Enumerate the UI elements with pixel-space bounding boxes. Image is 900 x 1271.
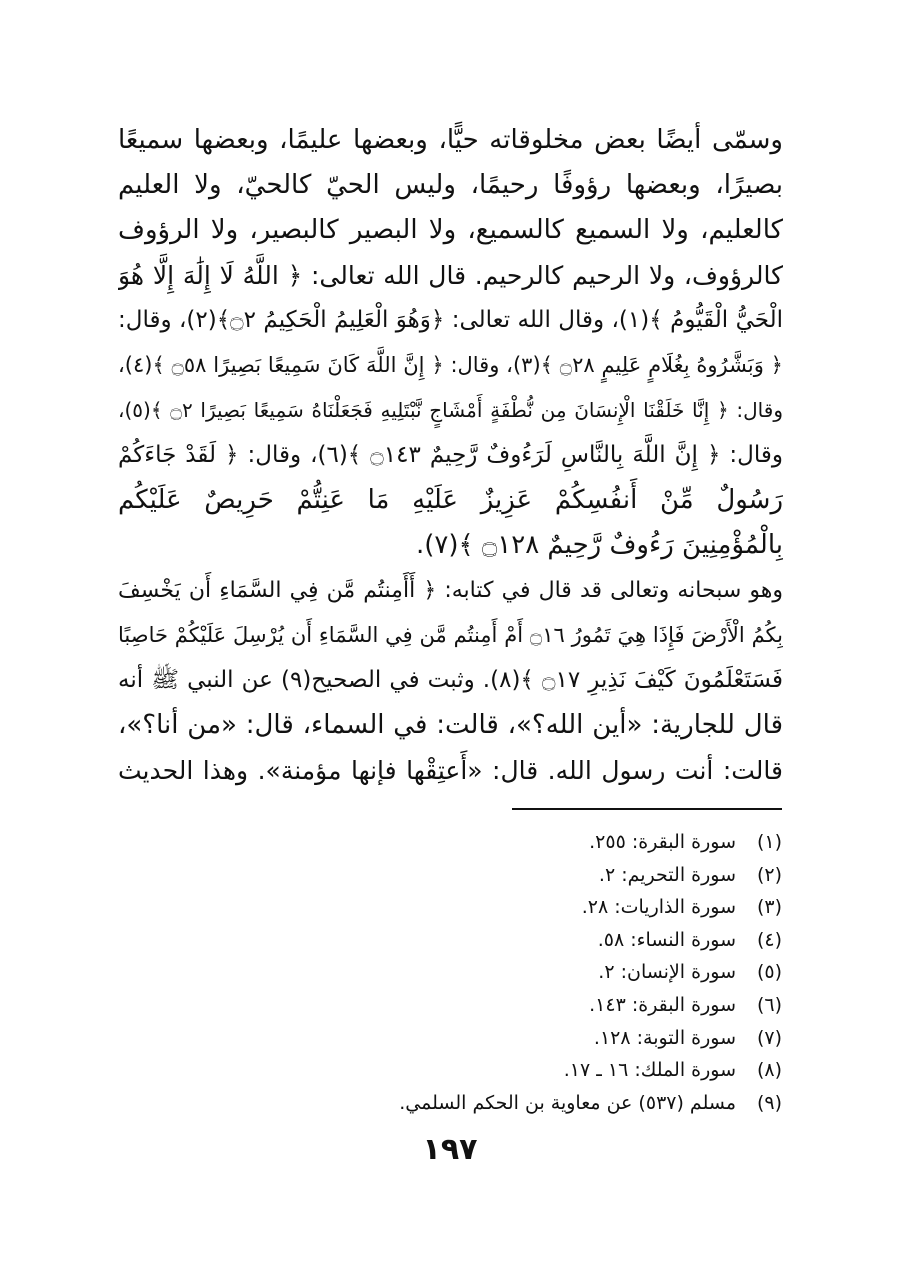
text-line: كالعليم، ولا السميع كالسميع، ولا البصير كالبصير، ولا الرؤوف [118,215,783,245]
footnote-number: (٨) [756,1059,782,1082]
footnote-number: (١) [756,831,782,853]
footnote-text: سورة البقرة: ٢٥٥. [589,831,736,853]
footnote-text: سورة الإنسان: ٢. [598,961,736,984]
footnote-number: (٥) [756,961,782,984]
footnote-separator [512,808,782,810]
text-line: بصيرًا، وبعضها رؤوفًا رحيمًا، وليس الحيّ كالحيّ، ولا العليم [118,170,783,200]
footnote-text: سورة الملك: ١٦ ـ ١٧. [563,1059,736,1082]
footnote-text: سورة الذاريات: ٢٨. [581,896,736,919]
footnote-item [282,1022,782,1055]
footnote-item [282,924,782,957]
footnote-text: سورة النساء: ٥٨. [597,928,736,951]
footnote-text: سورة التحريم: ٢. [598,863,736,886]
footnote-number: (٣) [756,896,782,919]
footnote-number: (٦) [756,993,782,1016]
text-line: بِكُمُ الْأَرْضَ فَإِذَا هِيَ تَمُورُ ۝١٦ أَمْ أَمِنتُم مَّن فِي السَّمَاءِ أَن يُرْسِلَ عَلَيْكُمْ حَاصِبًا [118,623,783,647]
footnote-item [282,956,782,989]
footnote-item [282,1087,782,1120]
footnote-item [282,859,782,892]
paragraph-elevation [118,568,783,793]
footnote-number: (٢) [756,863,782,886]
page-number: ١٩٧ [422,1132,478,1167]
text-line: قالت: أنت رسول الله. قال: «أَعتِقْها فإنها مؤمنة». وهذا الحديث [118,756,783,785]
text-line: وهو سبحانه وتعالى قد قال في كتابه: ﴿ أَأَمِنتُم مَّن فِي السَّمَاءِ أَن يَخْسِفَ [118,578,783,603]
footnote-number: (٤) [756,928,782,951]
text-line: قال للجارية: «أين الله؟»، قالت: في السماء، قال: «من أنا؟»، [118,710,783,740]
paragraph-attributes [118,118,783,568]
text-line: وسمّى أيضًا بعض مخلوقاته حيًّا، وبعضها عليمًا، وبعضها سميعًا [118,125,783,155]
footnotes-list [282,826,782,1119]
footnote-number: (٩) [756,1091,782,1114]
text-line: ﴿ وَبَشَّرُوهُ بِغُلَامٍ عَلِيمٍ ۝٢٨ ﴾(٣)، وقال: ﴿ إِنَّ اللَّهَ كَانَ سَمِيعًا بَصِيرًا ۝٥٨ ﴾(٤)، [118,353,783,377]
text-line: وقال: ﴿ إِنَّا خَلَقْنَا الْإِنسَانَ مِن نُّطْفَةٍ أَمْشَاجٍ نَّبْتَلِيهِ فَجَعَلْنَاهُ سَمِيعًا بَصِيرًا ۝٢ ﴾(٥)، [118,398,783,422]
footnote-text: مسلم (٥٣٧) عن معاوية بن الحكم السلمي. [399,1091,736,1114]
footnote-item [282,826,782,859]
footnote-text: سورة التوبة: ١٢٨. [593,1026,736,1049]
footnote-number: (٧) [756,1026,782,1049]
text-line: رَسُولٌ مِّنْ أَنفُسِكُمْ عَزِيزٌ عَلَيْهِ مَا عَنِتُّمْ حَرِيصٌ عَلَيْكُم [118,485,783,515]
footnote-item [282,891,782,924]
footnote-item [282,1054,782,1087]
text-line: الْحَيُّ الْقَيُّومُ ﴾(١)، وقال الله تعالى: ﴿وَهُوَ الْعَلِيمُ الْحَكِيمُ ۝٢﴾(٢)، وقال: [118,307,783,333]
text-line: كالرؤوف، ولا الرحيم كالرحيم. قال الله تعالى: ﴿ اللَّهُ لَا إِلَٰهَ إِلَّا هُوَ [118,261,783,290]
text-line: بِالْمُؤْمِنِينَ رَءُوفٌ رَّحِيمٌ ۝١٢٨ ﴾(٧). [415,530,783,560]
text-line: فَسَتَعْلَمُونَ كَيْفَ نَذِيرِ ۝١٧ ﴾(٨). وثبت في الصحيح(٩) عن النبي ﷺ أنه [118,667,783,693]
text-line: وقال: ﴿ إِنَّ اللَّهَ بِالنَّاسِ لَرَءُوفٌ رَّحِيمٌ ۝١٤٣ ﴾(٦)، وقال: ﴿ لَقَدْ جَاءَكُمْ [118,442,783,468]
footnote-text: سورة البقرة: ١٤٣. [589,993,736,1016]
footnote-item [282,989,782,1022]
